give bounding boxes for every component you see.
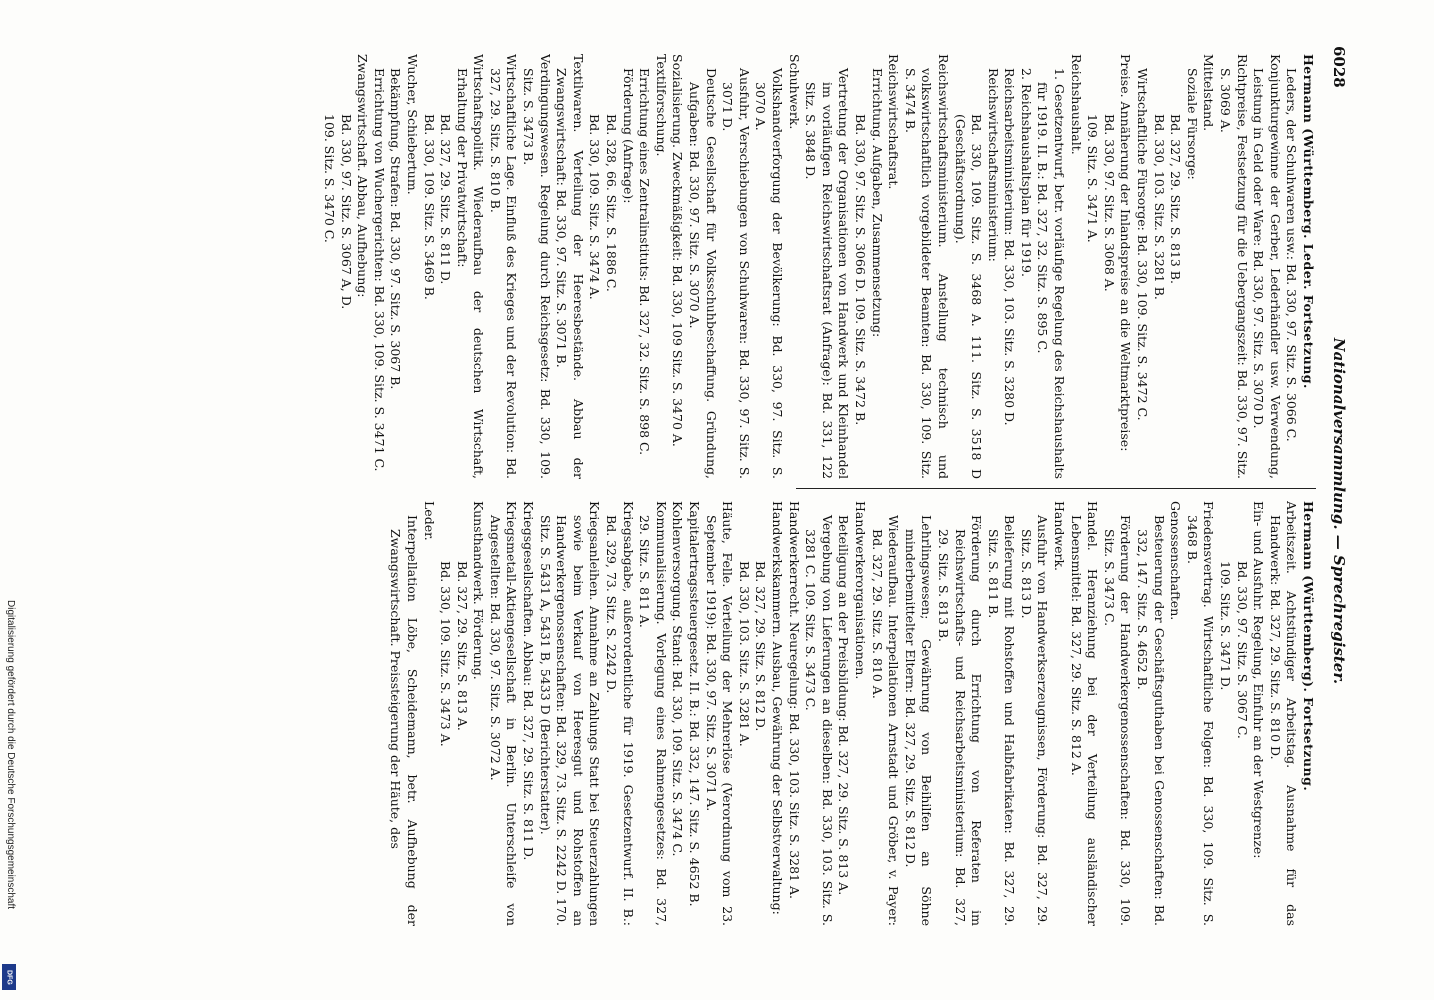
index-entry: Kohlenversorgung. Stand: Bd. 330, 109. Sitz. S. 3474 C. (670, 501, 686, 857)
index-entry: Friedensvertrag. Wirtschaftliche Folgen: Bd. 330, 109. Sitz. S. 3468 B. (1184, 501, 1217, 926)
index-entry: Reichshaushalt. (1068, 54, 1084, 155)
index-entry: Kommunalisierung. Vorlegung eines Rahmengesetzes: Bd. 327, 29. Sitz. S. 811 A. (637, 501, 669, 926)
running-title: Nationalversammlung. — Sprechregister. (1330, 337, 1348, 685)
index-entry: Soziale Fürsorge: (1184, 68, 1200, 180)
index-entry: Häute, Felle. Verteilung der Mehrerlöse (Verordnung vom 23. September 1919): Bd. 330, 97. Sitz. S. 3071 A. (703, 501, 736, 926)
index-entry: Belieferung mit Rohstoffen und Halbfabrikaten: Bd. 327, 29. Sitz. S. 811 B. (985, 515, 1018, 926)
index-entry: Bd. 327, 29. Sitz. S. 812 D. (753, 561, 769, 732)
index-entry: Errichtung von Wuchergerichten: Bd. 330, 109. Sitz. S. 3471 C. (371, 68, 387, 472)
index-entry: Sozialisierung. Zweckmäßigkeit: Bd. 330, 109 Sitz. S. 3470 A. (670, 54, 686, 447)
index-entry: Leders, der Schuhwaren usw.: Bd. 330, 97. Sitz. S. 3066 C. (1284, 68, 1300, 442)
index-entry: Wirtschaftliche Fürsorge: Bd. 330, 109. Sitz. S. 3472 C. (1135, 68, 1151, 421)
page-number: 6028 (1330, 46, 1348, 88)
index-entry: Arbeitszeit. Achtstündiger Arbeitstag. Ausnahme für das Handwerk: Bd. 327, 29. Sitz. S. 810 D. (1267, 501, 1300, 926)
index-entry: Wiederaufbau. Interpellationen Arnstadt und Gröber, v. Payer: Bd. 327, 29. Sitz. S. 810 A. (869, 515, 902, 926)
index-headword: Hermann (Württemberg. Leder. Fortsetzung. (1301, 54, 1316, 389)
index-entry: Ein- und Ausfuhr. Regelung, Einfuhr an der Westgrenze: (1251, 501, 1267, 859)
index-entry: Reichswirtschaftsrat. (886, 54, 902, 190)
index-entry: Verdingungswesen. Regelung durch Reichsgesetz: Bd. 330, 109. Sitz. S. 3473 B. (521, 54, 553, 479)
index-entry: Wucher, Schiebertum. (404, 54, 420, 195)
credit-text: Digitalisierung gefördert durch die Deutsche Forschungsgemeinschaft (5, 600, 16, 910)
index-entry: Handwerkskammern. Ausbau, Gewährung der Selbstverwaltung: (770, 501, 785, 915)
index-headword: Hermann (Württemberg). Fortsetzung. (1301, 501, 1316, 792)
index-entry: Kriegsmetall-Aktiengesellschaft in Berlin. Unterschleife von Angestellten: Bd. 330, 97. Sitz. S. 3072 A. (487, 501, 520, 926)
index-entry: Bd. 330, 109. Sitz. S. 3474 A. (587, 114, 603, 300)
index-entry: Förderung durch Errichtung von Referaten im Reichswirtschafts- und Reichsarbeitsministerium: Bd. 327, 29. Sitz. S. 813 B. (935, 515, 985, 926)
index-entry: Reichsarbeitsministerium: Bd. 330, 103. Sitz. S. 3280 D. (1002, 68, 1018, 426)
index-entry: Bd. 330, 97. Sitz. S. 3068 A. (1101, 114, 1117, 292)
index-entry: Bekämpfung, Strafen: Bd. 330, 97. Sitz. S. 3067 B. (388, 68, 404, 390)
index-entry: 109. Sitz. S. 3471 D. (1218, 561, 1234, 691)
rotated-page (50, 46, 1350, 976)
index-entry: Deutsche Gesellschaft für Volksschuhbeschaffung. Gründung, Aufgaben: Bd. 330, 97. Sitz. S. 3070 A. (687, 68, 719, 479)
index-entry: Besteuerung der Geschäftsguthaben bei Genossenschaften: Bd. 332, 147. Sitz. S. 4652 B. (1135, 515, 1167, 926)
index-entry: Handwerkerrecht. Neuregelung: Bd. 330, 103. Sitz. S. 3281 A. (786, 501, 802, 899)
index-entry: Genossenschaften. (1168, 501, 1184, 621)
index-entry: Ausfuhr von Handwerkserzeugnissen, Förderung: Bd. 327, 29. Sitz. S. 813 D. (1018, 515, 1051, 926)
index-entry: Textilwaren. Verteilung der Heeresbestände. Abbau der Zwangswirtschaft: Bd. 330, 97. Sitz. S. 3071 B. (554, 54, 586, 479)
index-entry: Kunsthandwerk. Förderung. (471, 501, 487, 680)
index-entry: Zwangswirtschaft. Abbau, Aufhebung: (355, 54, 371, 298)
index-entry: Errichtung. Aufgaben, Zusammensetzung: (869, 68, 885, 338)
index-entry: 2. Reichshaushaltsplan für 1919. (1018, 68, 1034, 277)
index-entry: Preise. Annäherung der Inlandspreise an die Weltmarktpreise: (1118, 54, 1134, 452)
index-entry: Volkshandverforgung der Bevölkerung: Bd. 330, 97. Sitz. S. 3070 A. (753, 68, 785, 479)
index-column-right (96, 54, 1316, 479)
index-entry: Mittelstand. (1201, 54, 1217, 132)
index-entry: Lehrlingswesen; Gewährung von Beihilfen an Söhne minderbemittelter Eltern: Bd. 327, 29. Sitz. S. 812 D. (902, 515, 935, 926)
index-entry: Errichtung eines Zentralinstituts: Bd. 327, 32. Sitz. S. 898 C. (637, 68, 653, 456)
index-entry: Richtpreise, Festsetzung für die Uebergangszeit: Bd. 330, 97. Sitz. S. 3069 A. (1218, 54, 1250, 479)
index-column-left (96, 501, 1316, 926)
index-entry: Kriegsabgabe, außerordentliche für 1919. Gesetzentwurf. II. B.: Bd. 329, 73. Sitz. S. 2242 D. (604, 501, 636, 926)
index-entry: Leder. (421, 501, 437, 541)
index-entry: Wirtschaftliche Lage. Einfluß des Krieges und der Revolution: Bd. 327, 29. Sitz. S. 810 B. (487, 54, 520, 479)
digitization-credit (2, 600, 20, 990)
index-entry: Interpellation Löbe, Scheidemann, betr. Aufhebung der Zwangswirtschaft. Preissteigerung der Häute, des (388, 515, 420, 926)
index-entry: Vertretung der Organisationen von Handwerk und Kleinhandel im vorläufigen Reichswirtschaftsrat (Anfrage): Bd. 331, 122 Sitz. S. 3848 D. (803, 68, 852, 479)
index-entry: Bd. 330, 103. Sitz. S. 3281 B. (1151, 114, 1167, 300)
index-entry: Schuhwerk. (786, 54, 802, 130)
index-entry: 1. Gesetzentwurf, betr. vorläufige Regelung des Reichshaushalts für 1919. II. B.: Bd. 327, 32. Sitz. S. 895 C. (1035, 68, 1068, 479)
dfg-logo (2, 964, 16, 990)
index-entry: Handwerk. (1052, 501, 1068, 572)
index-entry: Vergebung von Lieferungen an dieselben: Bd. 330, 103. Sitz. S. 3281 C. 109. Sitz. S. 3473 C. (803, 515, 835, 926)
index-entry: Handwerkerorganisationen. (852, 501, 868, 680)
index-entry: Handel. Heranziehung bei der Verteilung ausländischer Lebensmittel: Bd. 327, 29. Sitz. S. 812 A. (1068, 501, 1101, 926)
index-entry: Bd. 330, 97. Sitz. S. 3067 A, D. (338, 114, 354, 310)
logo-text: DFG (5, 969, 13, 985)
running-head (1322, 46, 1350, 976)
index-entry: Bd. 330, 103. Sitz. S. 3281 A. (736, 561, 752, 747)
index-entry: Kapitalertragssteuergesetz. II. B.: Bd. 332, 147. Sitz. S. 4652 B. (687, 501, 703, 907)
index-entry: Bd. 327, 29. Sitz. S. 813 B. (1168, 114, 1184, 284)
index-entry: Wirtschaftspolitik. Wiederaufbau der deutschen Wirtschaft, Erhaltung der Privatwirtschaft: (454, 54, 487, 479)
index-entry: Ausfuhr, Verschiebungen von Schuhwaren: Bd. 330, 97. Sitz. S. 3071 D. (720, 68, 752, 479)
index-entry: Kriegsanleihen. Annahme an Zahlungs Statt bei Steuerzahlungen sowie beim Verkauf von Heeresgut und Rohstoffen an Handwerkergenossenschaften: Bd. 329, 73. Sitz. S. 2242 D. 170. Sitz. S. 5431 A, 5431 B, 5433 D (Berichterstatter). (537, 501, 603, 926)
index-entry: Bd. 327, 29. Sitz. S. 811 D. (438, 114, 454, 285)
index-entry: Reichswirtschaftsministerium: (985, 68, 1001, 262)
column-divider (796, 488, 1316, 489)
index-entry: Bd. 330, 109. Sitz. S. 3473 A. (438, 561, 454, 747)
index-entry: Kriegsgesellschaften. Abbau: Bd. 327, 29. Sitz. S. 811 D. (521, 501, 537, 861)
index-entry: Bd. 330, 97. Sitz. S. 3066 D. 109. Sitz. S. 3472 B. (852, 114, 868, 426)
index-entry: Förderung (Anfrage): (620, 68, 636, 204)
index-entry: Bd. 330, 97. Sitz. S. 3067 C. (1234, 561, 1250, 739)
index-entry: Textilforschung. (653, 54, 669, 157)
index-entry: Bd. 328, 66. Sitz. S. 1886 C. (604, 114, 620, 292)
index-entry: Bd. 327, 29. Sitz. S. 813 A. (454, 561, 470, 731)
index-entry: 109. Sitz. S. 3471 A. (1085, 114, 1101, 243)
index-entry: Reichswirtschaftsministerium. Anstellung technisch und volkswirtschaftlich vorgebildeter Beamten: Bd. 330, 109. Sitz. S. 3474 B. (902, 54, 951, 479)
index-entry: 109. Sitz. S. 3470 C. (321, 114, 337, 243)
index-entry: Beteiligung an der Preisbildung: Bd. 327, 29. Sitz. S. 813 A. (836, 515, 852, 896)
index-entry: Förderung der Handwerkergenossenschaften: Bd. 330, 109. Sitz. S. 3473 C. (1101, 515, 1134, 926)
index-entry: Bd. 330, 109. Sitz. S. 3468 A. 111. Sitz. S. 3518 D (Geschäftsordnung). (952, 114, 985, 479)
index-entry: Bd. 330, 109. Sitz. S. 3469 B. (421, 114, 437, 300)
index-entry: Konjunkturgewinne der Gerber, Lederhändler usw. Verwendung, Leistung in Geld oder Ware: Bd. 330, 97. Sitz. S. 3070 D. (1251, 54, 1283, 479)
